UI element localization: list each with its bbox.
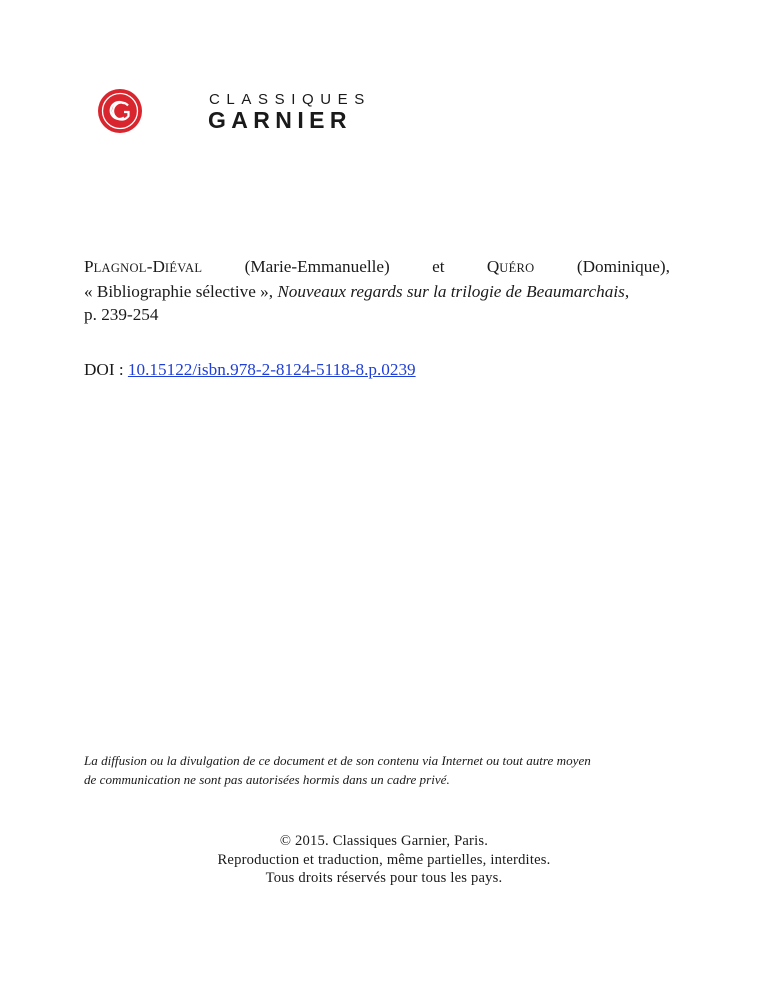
logo-line-garnier: GARNIER	[208, 107, 352, 133]
citation-line-title: « Bibliographie sélective », Nouveaux regards sur la trilogie de Beaumarchais,	[84, 282, 630, 301]
citation-pages: p. 239-254	[84, 305, 159, 324]
citation-line-authors	[84, 255, 670, 280]
copyright-footer	[0, 832, 768, 888]
author1-surname: PLAGNOL-DIÉVAL	[84, 257, 203, 276]
author2-given-name: (Dominique),	[576, 257, 670, 276]
distribution-notice	[84, 751, 684, 789]
doi-line	[84, 358, 416, 381]
author1-given-name: (Marie-Emmanuelle)	[244, 257, 390, 276]
doi-label: DOI :	[84, 360, 128, 379]
logo-line-classiques: CLASSIQUES	[209, 91, 371, 108]
notice-line-2: de communication ne sont pas autorisées hormis dans un cadre privé.	[84, 772, 450, 787]
doi-link[interactable]: 10.15122/isbn.978-2-8124-5118-8.p.0239	[127, 360, 416, 379]
rights-line: Tous droits réservés pour tous les pays.	[265, 870, 503, 886]
conjunction: et	[432, 257, 445, 276]
chapter-title: « Bibliographie sélective »,	[84, 282, 278, 301]
citation-block	[84, 255, 670, 326]
reproduction-line: Reproduction et traduction, même partielles, interdites.	[217, 851, 551, 868]
cg-monogram-icon	[97, 88, 143, 134]
notice-line-1: La diffusion ou la divulgation de ce document et de son contenu via Internet ou tout autre moyen	[84, 753, 591, 768]
author2-surname: QUÉRO	[486, 257, 535, 276]
book-title: Nouveaux regards sur la trilogie de Beaumarchais	[277, 282, 625, 301]
copyright-line: © 2015. Classiques Garnier, Paris.	[279, 833, 489, 849]
publisher-logo	[97, 86, 397, 136]
